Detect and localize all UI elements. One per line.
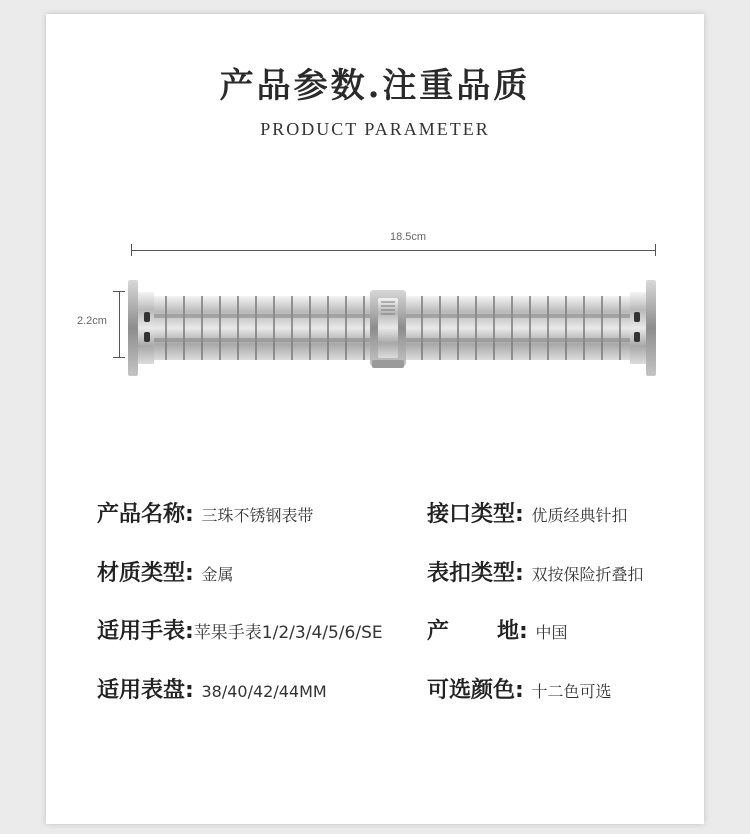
spec-value: 38/40/42/44MM <box>201 682 327 701</box>
spec-label: 适用手表: <box>97 619 194 644</box>
spec-material-type <box>97 556 234 587</box>
left-lug-connector <box>128 280 154 376</box>
length-dimension-line <box>131 250 655 251</box>
width-dimension-label: 2.2cm <box>77 315 107 327</box>
spec-label: 适用表盘: <box>97 678 194 703</box>
spec-label: 材质类型: <box>97 561 194 586</box>
spec-compatible-watch <box>97 614 383 645</box>
spec-value: 双按保险折叠扣 <box>531 565 644 584</box>
right-lug-connector <box>630 280 656 376</box>
spec-dial-size <box>97 673 327 704</box>
spec-label: 可选颜色: <box>427 678 524 703</box>
left-band-links <box>154 296 372 360</box>
width-dimension-tick-bottom <box>113 357 125 358</box>
spec-value: 优质经典针扣 <box>531 506 628 525</box>
spec-clasp-type <box>427 556 644 587</box>
right-band-links <box>406 296 630 360</box>
spec-origin <box>427 614 568 645</box>
spec-product-name <box>97 497 314 528</box>
spec-label: 表扣类型: <box>427 561 524 586</box>
spec-interface-type <box>427 497 628 528</box>
spec-label: 产品名称: <box>97 502 194 527</box>
length-dimension-label: 18.5cm <box>390 231 427 243</box>
spec-label-part-a: 产 <box>427 619 450 644</box>
spec-value: 中国 <box>535 623 568 642</box>
width-dimension-tick-top <box>113 291 125 292</box>
spec-value: 苹果手表1/2/3/4/5/6/SE <box>193 623 383 643</box>
spec-available-colors <box>427 673 612 704</box>
spec-value: 三珠不锈钢表带 <box>201 506 314 525</box>
spec-label: 接口类型: <box>427 502 524 527</box>
page-title: 产品参数.注重品质 <box>219 66 531 106</box>
spec-value: 金属 <box>201 565 234 584</box>
spec-label-part-b: 地: <box>497 619 528 644</box>
folding-clasp <box>370 290 406 368</box>
watch-band-image <box>126 276 658 380</box>
width-dimension-line <box>119 291 120 357</box>
length-dimension-tick-left <box>131 244 132 256</box>
length-dimension-tick-right <box>655 244 656 256</box>
page-subtitle: PRODUCT PARAMETER <box>260 119 490 139</box>
spec-value: 十二色可选 <box>531 682 612 701</box>
